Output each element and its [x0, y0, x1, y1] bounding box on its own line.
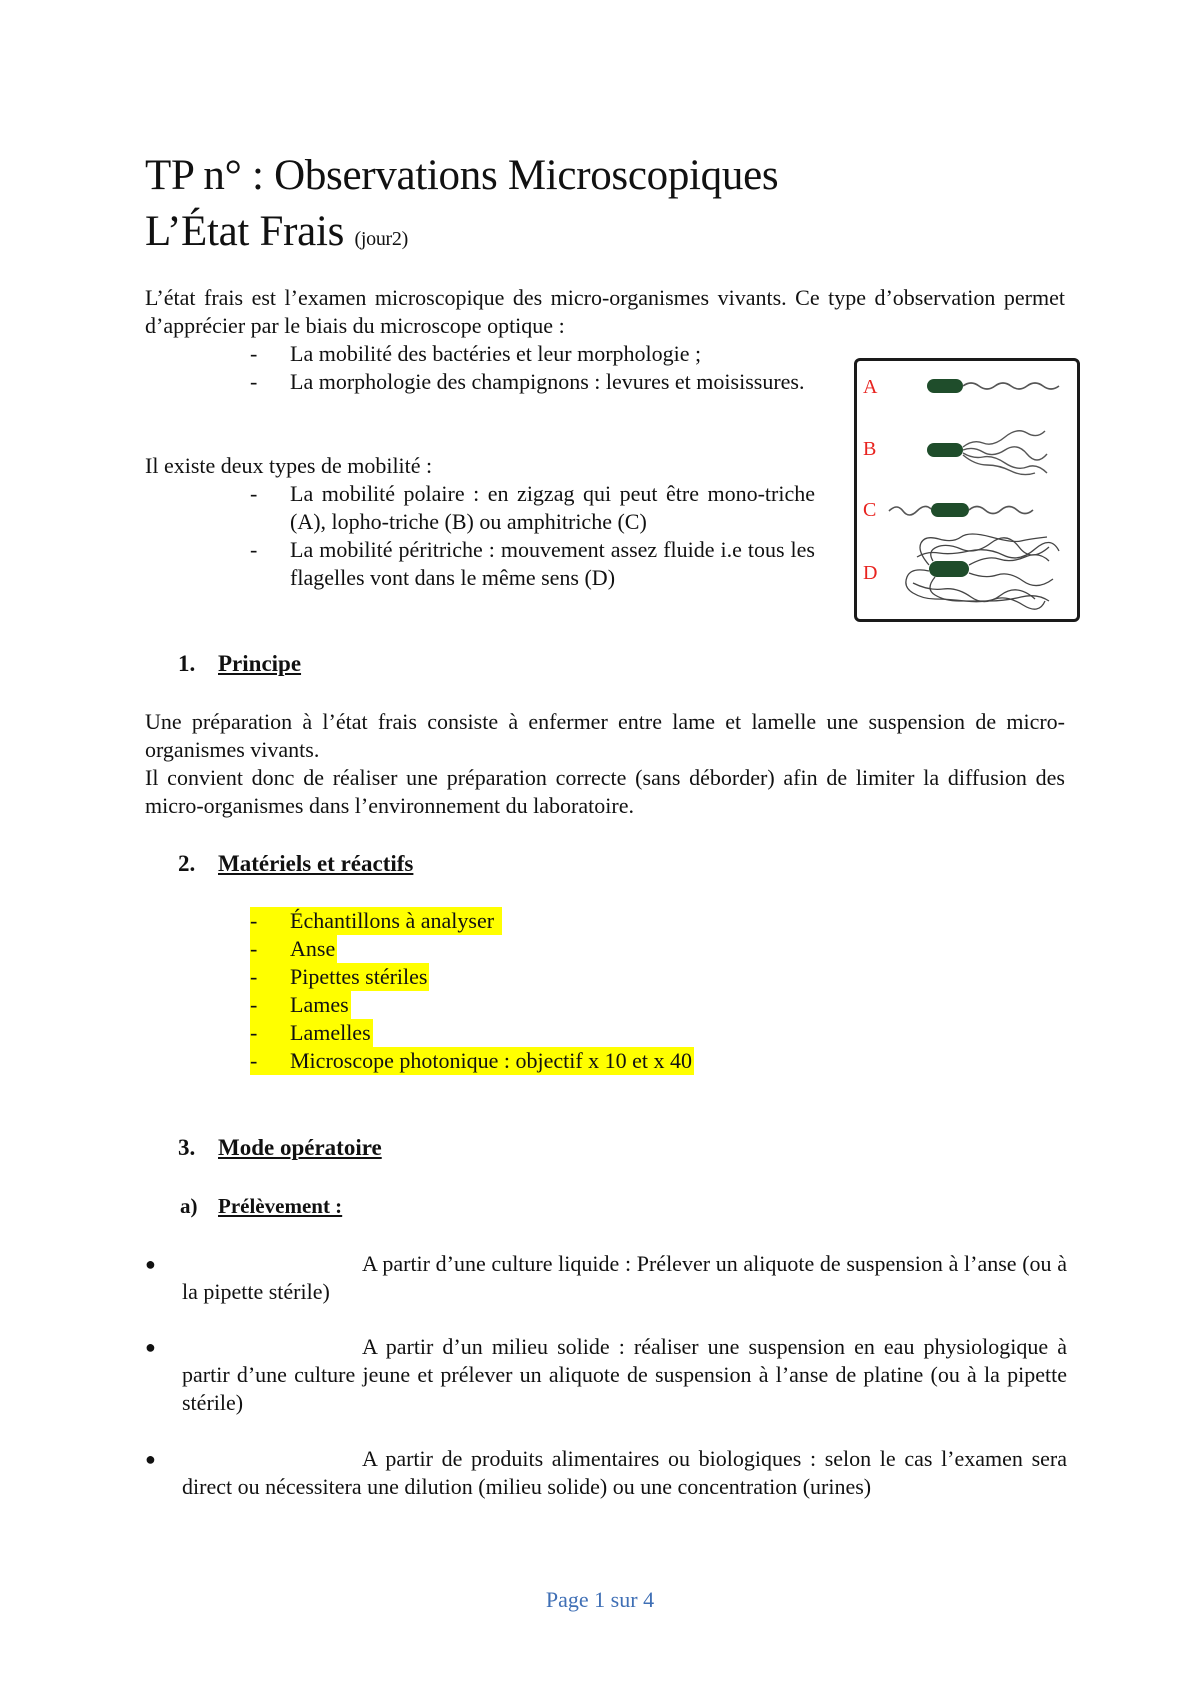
material-item: - Lamelles [250, 1020, 371, 1045]
intro-item: - La morphologie des champignons : levures et moisissures. [250, 369, 805, 394]
label-a: A [863, 376, 878, 398]
bacterium-a [927, 379, 1059, 393]
label-b: B [863, 438, 877, 460]
mobility-item: - La mobilité polaire : en zigzag qui peut être mono-triche (A), lopho-triche (B) ou amphitriche (C) [250, 481, 815, 534]
intro-item: - La mobilité des bactéries et leur morphologie ; [250, 341, 702, 366]
flagella-diagram [857, 361, 1077, 619]
document-title [145, 148, 778, 204]
subsection-a-heading: a) Prélèvement : [180, 1194, 343, 1218]
section-3-heading: 3. Mode opératoire [178, 1135, 382, 1160]
title-line-1: TP n° : Observations Microscopiques [145, 152, 779, 199]
title-note: (jour2) [354, 228, 408, 250]
document-subtitle [145, 204, 408, 267]
label-c: C [863, 499, 877, 521]
flagella-types-figure [854, 358, 1080, 622]
mobility-item: - La mobilité péritriche : mouvement assez fluide i.e tous les flagelles vont dans le même sens (D) [250, 537, 815, 590]
material-item: - Lames [250, 992, 349, 1017]
bullet-dot: ● [145, 1449, 156, 1469]
sampling-bullet-2: A partir d’un milieu solide : réaliser une suspension en eau physiologique à partir d’une culture jeune et prélever un aliquote de suspension à l’anse de platine (ou à la pipette stérile) [182, 1334, 1067, 1415]
sampling-bullet-3: A partir de produits alimentaires ou biologiques : selon le cas l’examen sera direct ou nécessitera une dilution (milieu solide) ou une concentration (urines) [182, 1446, 1067, 1499]
bacterium-b [927, 431, 1047, 475]
label-d: D [863, 562, 878, 584]
material-item: - Pipettes stériles [250, 964, 428, 989]
section-1-heading: 1. Principe [178, 651, 302, 676]
section-2-heading: 2. Matériels et réactifs [178, 851, 414, 876]
bullet-dot: ● [145, 1337, 156, 1357]
sampling-bullet-1: A partir d’une culture liquide : Prélever un aliquote de suspension à l’anse (ou à la pipette stérile) [182, 1251, 1067, 1304]
material-item: - Anse [250, 936, 336, 961]
title-line-2: L’État Frais [145, 208, 345, 255]
bacterium-d [906, 534, 1059, 609]
principle-paragraph-2: Il convient donc de réaliser une préparation correcte (sans déborder) afin de limiter la diffusion des micro-organismes dans l’environnement du laboratoire. [145, 765, 1065, 818]
page-footer: Page 1 sur 4 [545, 1587, 655, 1612]
material-item: - Échantillons à analyser [250, 907, 502, 935]
bullet-dot: ● [145, 1254, 156, 1274]
material-item: - Microscope photonique : objectif x 10 et x 40 [250, 1048, 693, 1073]
principle-paragraph-1: Une préparation à l’état frais consiste à enfermer entre lame et lamelle une suspension de micro-organismes vivants. [145, 709, 1065, 762]
mobility-paragraph: Il existe deux types de mobilité : [145, 453, 433, 478]
intro-paragraph: L’état frais est l’examen microscopique des micro-organismes vivants. Ce type d’observation permet d’apprécier par le biais du microscope optique : [145, 285, 1065, 338]
bacterium-c [889, 503, 1033, 517]
